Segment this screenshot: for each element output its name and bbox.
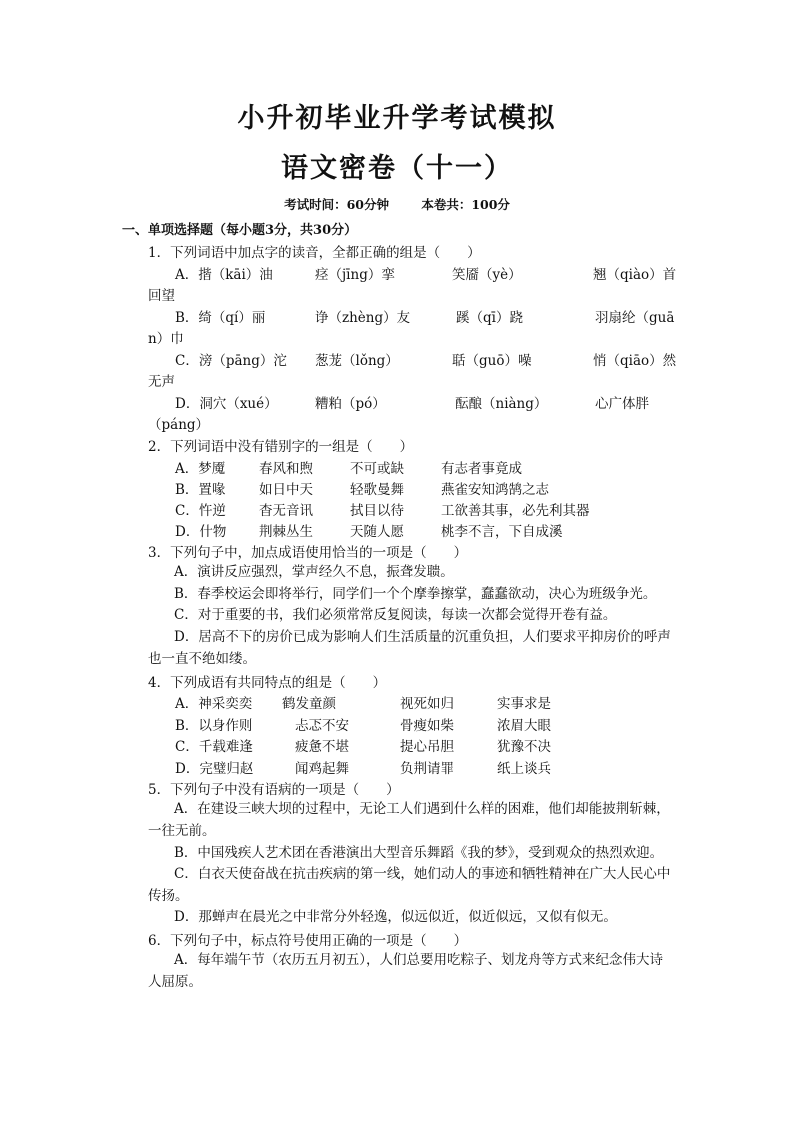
question-3-stem: 3．下列句子中，加点成语使用恰当的一项是（ ） [148, 545, 468, 561]
q2-c-word-2: 杳无音讯 [259, 503, 313, 519]
q3-option-c: C．对于重要的书，我们必须常常反复阅读，每读一次都会觉得开卷有益。 [174, 607, 617, 623]
q4-b-idiom-1: B．以身作则 [175, 718, 253, 734]
q1-c-word-1: C．滂（pāng）沱 [175, 353, 287, 369]
question-4-stem: 4．下列成语有共同特点的组是（ ） [148, 675, 387, 691]
q2-c-word-4: 工欲善其事，必先利其器 [441, 503, 590, 519]
q1-a-word-1: A．揩（kāi）油 [175, 267, 273, 283]
q4-c-idiom-2: 疲惫不堪 [295, 739, 349, 755]
q4-d-idiom-2: 闻鸡起舞 [295, 761, 349, 777]
q5-option-c: C．白衣天使奋战在抗击疾病的第一线，她们动人的事迹和牺牲精神在广大人民心中传扬。 [148, 866, 671, 904]
q3-option-a: A．演讲反应强烈，掌声经久不息，振聋发聩。 [174, 564, 454, 580]
q1-b-word-3: 蹊（qī）跷 [456, 310, 523, 326]
q4-a-idiom-1: A．神采奕奕 [175, 696, 253, 712]
q1-a-word-4: 翘（qiào）首 [593, 267, 677, 283]
q4-a-idiom-2: 鹤发童颜 [282, 696, 336, 712]
q4-c-idiom-3: 提心吊胆 [400, 739, 454, 755]
question-6-stem: 6．下列句子中，标点符号使用正确的一项是（ ） [148, 933, 468, 949]
q1-c-word-2: 葱茏（lǒng） [315, 353, 399, 369]
q1-d-word-1: D．洞穴（xué） [175, 396, 278, 412]
q1-option-d-wrap: （páng） [148, 417, 210, 433]
question-2-stem: 2．下列词语中没有错别字的一组是（ ） [148, 439, 414, 455]
q1-option-a-wrap: 回望 [148, 288, 175, 304]
q1-option-c-wrap: 无声 [148, 374, 175, 390]
q2-d-word-4: 桃李不言，下自成溪 [441, 524, 563, 540]
q1-c-word-4: 悄（qiāo）然 [593, 353, 677, 369]
q4-d-idiom-1: D．完璧归赵 [175, 761, 254, 777]
q1-b-word-1: B．绮（qí）丽 [175, 310, 266, 326]
q2-c-word-3: 拭目以待 [350, 503, 404, 519]
q2-a-word-4: 有志者事竟成 [441, 461, 522, 477]
q2-d-word-1: D．什物 [175, 524, 227, 540]
q2-a-word-3: 不可或缺 [350, 461, 404, 477]
q4-b-idiom-2: 忐忑不安 [295, 718, 349, 734]
q4-a-idiom-3: 视死如归 [400, 696, 454, 712]
q5-option-b: B．中国残疾人艺术团在香港演出大型音乐舞蹈《我的梦》，受到观众的热烈欢迎。 [174, 845, 664, 861]
question-1-stem: 1．下列词语中加点字的读音，全都正确的组是（ ） [148, 245, 481, 261]
q5-option-d: D．那蝉声在晨光之中非常分外轻逸，似远似近，似近似远，又似有似无。 [174, 909, 617, 925]
section-heading: 一、单项选择题（每小题3分，共30分） [122, 223, 358, 238]
q4-a-idiom-4: 实事求是 [497, 696, 551, 712]
q1-d-word-2: 糟粕（pó） [315, 396, 386, 412]
q4-b-idiom-4: 浓眉大眼 [497, 718, 551, 734]
exam-title: 小升初毕业升学考试模拟 [237, 103, 557, 134]
q2-b-word-4: 燕雀安知鸿鹄之志 [441, 482, 549, 498]
q4-c-idiom-1: C．千载难逢 [175, 739, 253, 755]
q2-d-word-3: 天随人愿 [350, 524, 404, 540]
exam-meta [0, 195, 794, 213]
q1-a-word-2: 痉（jīng）挛 [315, 267, 395, 283]
q1-c-word-3: 聒（guō）噪 [452, 353, 532, 369]
q4-d-idiom-4: 纸上谈兵 [497, 761, 551, 777]
exam-time: 考试时间：60分钟 [284, 197, 389, 212]
q1-b-word-2: 诤（zhèng）友 [315, 310, 411, 326]
q1-b-word-4: 羽扇纶（guā [595, 310, 675, 326]
q1-a-word-3: 笑靥（yè） [452, 267, 522, 283]
q4-c-idiom-4: 犹豫不决 [497, 739, 551, 755]
exam-subtitle: 语文密卷（十一） [281, 153, 513, 184]
q3-option-b: B．春季校运会即将举行，同学们一个个摩拳擦掌，蠢蠢欲动，决心为班级争光。 [174, 586, 657, 602]
q4-b-idiom-3: 骨瘦如柴 [400, 718, 454, 734]
q2-b-word-2: 如日中天 [259, 482, 313, 498]
question-5-stem: 5．下列句子中没有语病的一项是（ ） [148, 782, 400, 798]
q2-d-word-2: 荆棘丛生 [259, 524, 313, 540]
q4-d-idiom-3: 负荆请罪 [400, 761, 454, 777]
q2-b-word-3: 轻歌曼舞 [350, 482, 404, 498]
q3-option-d: D．居高不下的房价已成为影响人们生活质量的沉重负担，人们要求平抑房价的呼声也一直不绝如缕。 [148, 629, 671, 667]
q1-d-word-3: 酝酿（niàng） [455, 396, 548, 412]
q2-a-word-1: A．梦魇 [175, 461, 226, 477]
q1-option-b-wrap: n）巾 [148, 331, 184, 347]
q2-b-word-1: B．置喙 [175, 482, 226, 498]
total-score: 本卷共：100分 [421, 197, 510, 212]
q6-option-a: A．每年端午节（农历五月初五），人们总要用吃粽子、划龙舟等方式来纪念伟大诗人屈原。 [148, 952, 663, 990]
q1-d-word-4: 心广体胖 [595, 396, 649, 412]
q2-a-word-2: 春风和煦 [259, 461, 313, 477]
q5-option-a: A．在建设三峡大坝的过程中，无论工人们遇到什么样的困难，他们却能披荆斩棘，一往无前。 [148, 801, 670, 839]
q2-c-word-1: C．忤逆 [175, 503, 226, 519]
